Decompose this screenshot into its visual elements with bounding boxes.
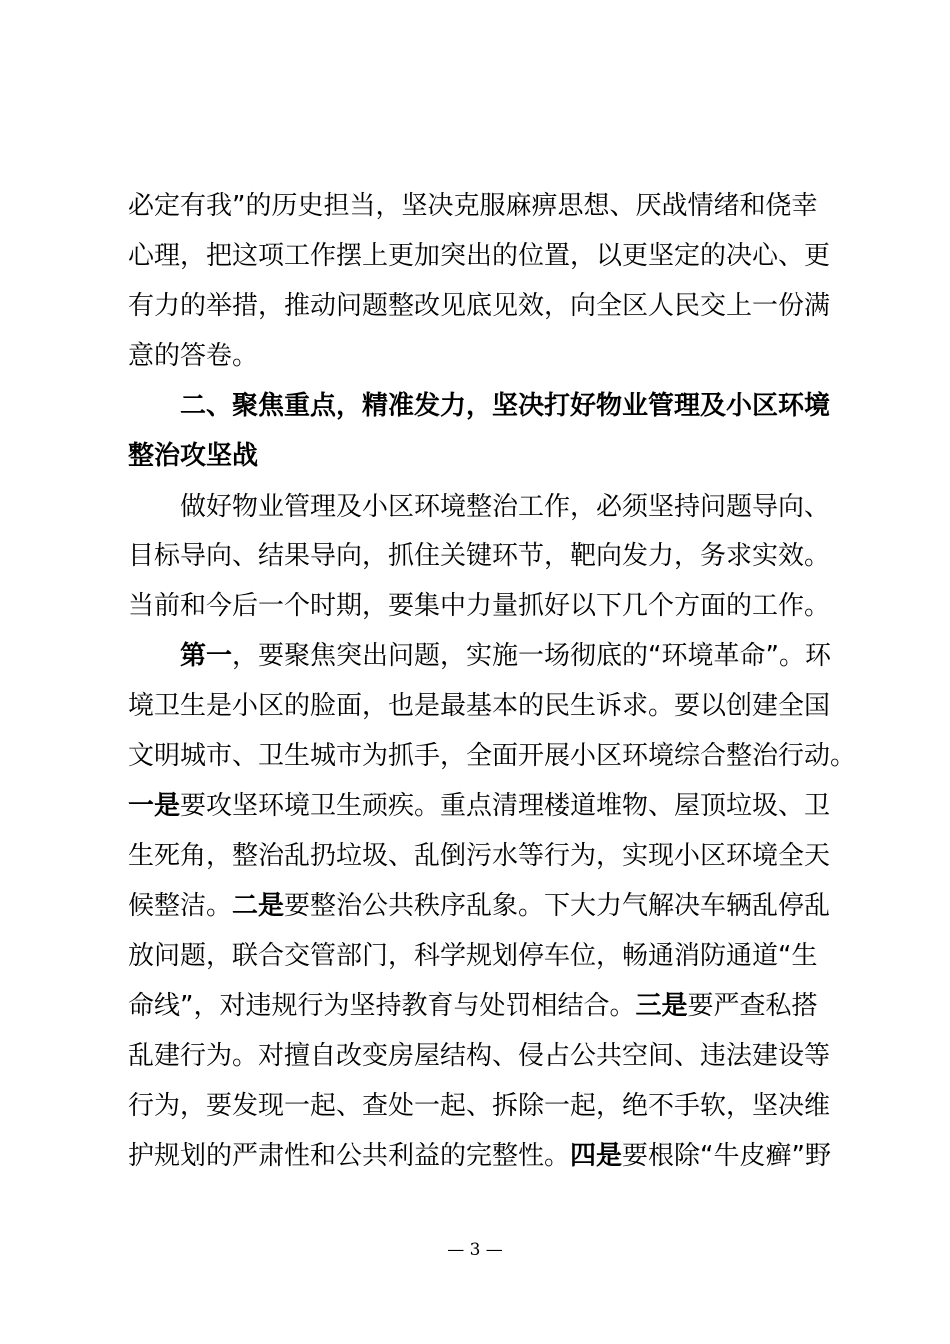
text-line xyxy=(128,186,838,226)
text-line xyxy=(128,236,838,276)
text-segment: 乱建行为。对擅自改变房屋结构、侵占公共空间、违法建设等 xyxy=(128,1041,831,1071)
text-segment: 心理，把这项工作摆上更加突出的位置，以更坚定的决心、更 xyxy=(128,241,831,271)
text-line xyxy=(128,1136,838,1176)
text-line xyxy=(128,487,890,527)
text-segment: 境卫生是小区的脸面，也是最基本的民生诉求。要以创建全国 xyxy=(128,691,831,721)
text-line xyxy=(128,786,838,826)
text-segment: 命线”，对违规行为坚持教育与处罚相结合。 xyxy=(128,991,636,1021)
text-line xyxy=(128,986,838,1026)
text-line xyxy=(128,1086,838,1126)
text-line xyxy=(128,636,890,676)
text-segment: 放问题，联合交管部门，科学规划停车位，畅通消防通道“生 xyxy=(128,941,818,971)
text-line xyxy=(128,736,857,776)
text-segment: 当前和今后一个时期，要集中力量抓好以下几个方面的工作。 xyxy=(128,591,831,621)
text-line xyxy=(128,336,838,376)
bold-segment: 二是 xyxy=(232,891,285,921)
page-number: — 3 — xyxy=(447,1240,503,1260)
text-segment: 做好物业管理及小区环境整治工作，必须坚持问题导向、 xyxy=(180,492,831,522)
text-segment: 护规划的严肃性和公共利益的完整性。 xyxy=(128,1141,571,1171)
text-segment: 生死角，整治乱扔垃圾、乱倒污水等行为，实现小区环境全天 xyxy=(128,841,831,871)
bold-segment: 四是 xyxy=(570,1141,623,1171)
text-segment: 要严查私搭 xyxy=(687,991,818,1021)
text-segment: ，要聚焦突出问题，实施一场彻底的“环境革命”。环 xyxy=(232,641,831,671)
text-line xyxy=(128,686,838,726)
text-segment: 有力的举措，推动问题整改见底见效，向全区人民交上一份满 xyxy=(128,291,831,321)
text-line xyxy=(128,436,838,476)
bold-segment: 二、聚焦重点，精准发力，坚决打好物业管理及小区环境 xyxy=(180,391,831,421)
text-line xyxy=(128,1036,838,1076)
bold-segment: 整治攻坚战 xyxy=(128,441,259,471)
bold-segment: 一是 xyxy=(128,791,181,821)
text-line xyxy=(128,536,838,576)
text-segment: 要整治公共秩序乱象。下大力气解决车辆乱停乱 xyxy=(284,891,831,921)
text-segment: 要攻坚环境卫生顽疾。重点清理楼道堆物、屋顶垃圾、卫 xyxy=(180,791,831,821)
text-line xyxy=(128,386,890,426)
text-line xyxy=(128,586,838,626)
text-segment: 行为，要发现一起、查处一起、拆除一起，绝不手软，坚决维 xyxy=(128,1091,831,1121)
text-line xyxy=(128,936,838,976)
text-segment: 文明城市、卫生城市为抓手，全面开展小区环境综合整治行动。 xyxy=(128,741,857,771)
text-segment: 要根除“牛皮癣”野 xyxy=(622,1141,831,1171)
text-segment: 目标导向、结果导向，抓住关键环节，靶向发力，务求实效。 xyxy=(128,541,831,571)
text-line xyxy=(128,836,838,876)
text-segment: 意的答卷。 xyxy=(128,341,259,371)
text-line xyxy=(128,286,838,326)
text-segment: 候整洁。 xyxy=(128,891,233,921)
bold-segment: 三是 xyxy=(635,991,688,1021)
bold-segment: 第一 xyxy=(180,641,233,671)
text-segment: 必定有我”的历史担当，坚决克服麻痹思想、厌战情绪和侥幸 xyxy=(128,191,818,221)
text-line xyxy=(128,886,838,926)
